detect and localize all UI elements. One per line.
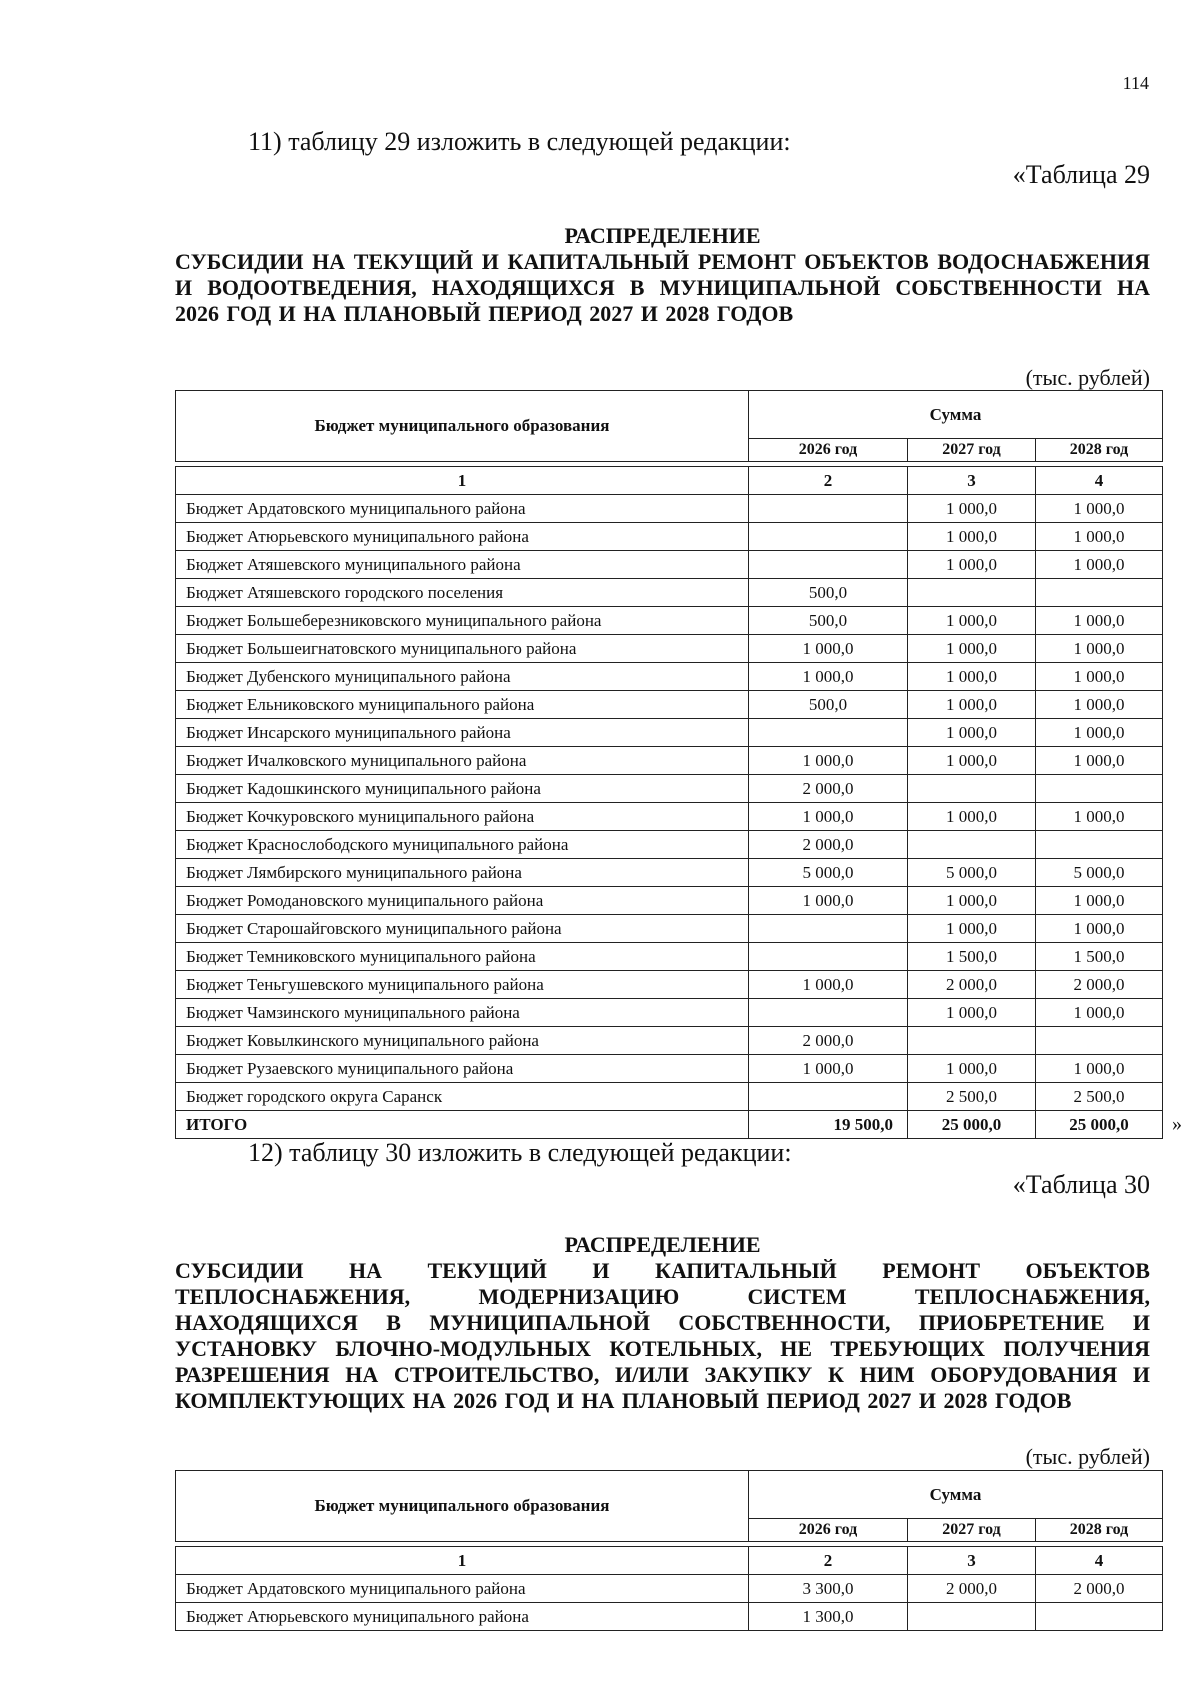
amount-cell: 1 000,0 — [908, 495, 1036, 523]
total-2027: 25 000,0 — [908, 1111, 1036, 1139]
amount-cell: 1 000,0 — [908, 607, 1036, 635]
table-row — [176, 1055, 1163, 1083]
amount-cell: 1 000,0 — [908, 523, 1036, 551]
amount-cell: 1 000,0 — [908, 999, 1036, 1027]
amount-cell: 1 000,0 — [749, 663, 908, 691]
table-row — [176, 831, 1163, 859]
amount-cell: 1 000,0 — [908, 691, 1036, 719]
column-header-year: 2028 год — [1036, 439, 1163, 462]
amount-cell: 2 000,0 — [749, 1027, 908, 1055]
amount-cell: 5 000,0 — [749, 859, 908, 887]
amount-cell: 1 000,0 — [1036, 663, 1163, 691]
amount-cell — [749, 495, 908, 523]
column-header-year: 2027 год — [908, 439, 1036, 462]
table-row — [176, 803, 1163, 831]
heading-body: СУБСИДИИ НА ТЕКУЩИЙ И КАПИТАЛЬНЫЙ РЕМОНТ ОБЪЕКТОВ ВОДОСНАБЖЕНИЯ И ВОДООТВЕДЕНИЯ, НАХОДЯЩИХСЯ В МУНИЦИПАЛЬНОЙ СОБСТВЕННОСТИ НА 2026 ГОД И НА ПЛАНОВЫЙ ПЕРИОД 2027 И 2028 ГОДОВ — [175, 249, 1150, 326]
amount-cell: 1 000,0 — [1036, 887, 1163, 915]
amount-cell — [749, 719, 908, 747]
amount-cell: 1 000,0 — [1036, 495, 1163, 523]
amount-cell: 500,0 — [749, 691, 908, 719]
table-row — [176, 1083, 1163, 1111]
amount-cell: 1 000,0 — [908, 663, 1036, 691]
budget-name-cell: Бюджет Ельниковского муниципального района — [176, 691, 749, 719]
budget-name-cell: Бюджет городского округа Саранск — [176, 1083, 749, 1111]
budget-name-cell: Бюджет Темниковского муниципального района — [176, 943, 749, 971]
amount-cell: 1 500,0 — [908, 943, 1036, 971]
column-header-year: 2027 год — [908, 1519, 1036, 1542]
amount-cell: 2 000,0 — [1036, 971, 1163, 999]
amount-cell — [908, 775, 1036, 803]
page-number: 114 — [1122, 73, 1149, 93]
budget-name-cell: Бюджет Атюрьевского муниципального района — [176, 523, 749, 551]
column-number: 2 — [749, 1547, 908, 1575]
amount-cell: 500,0 — [749, 607, 908, 635]
amount-cell: 1 000,0 — [908, 915, 1036, 943]
budget-name-cell: Бюджет Ардатовского муниципального района — [176, 495, 749, 523]
table-row — [176, 523, 1163, 551]
table-29-body — [176, 495, 1163, 1111]
amount-cell: 1 000,0 — [1036, 523, 1163, 551]
amount-cell: 1 000,0 — [908, 635, 1036, 663]
budget-name-cell: Бюджет Кочкуровского муниципального района — [176, 803, 749, 831]
amount-cell: 1 000,0 — [1036, 551, 1163, 579]
table-row — [176, 691, 1163, 719]
amount-cell — [908, 1027, 1036, 1055]
amount-cell: 500,0 — [749, 579, 908, 607]
budget-name-cell: Бюджет Лямбирского муниципального района — [176, 859, 749, 887]
amount-cell: 1 000,0 — [1036, 607, 1163, 635]
total-2026: 19 500,0 — [749, 1111, 908, 1139]
amount-cell: 1 000,0 — [749, 803, 908, 831]
budget-name-cell: Бюджет Атюрьевского муниципального района — [176, 1603, 749, 1631]
table-row — [176, 999, 1163, 1027]
table-caption-30: «Таблица 30 — [1012, 1170, 1150, 1199]
table-row — [176, 1603, 1163, 1631]
amount-cell: 1 000,0 — [1036, 803, 1163, 831]
amount-cell — [908, 579, 1036, 607]
table-30-body — [176, 1575, 1163, 1631]
table-row — [176, 635, 1163, 663]
table-row — [176, 943, 1163, 971]
budget-name-cell: Бюджет Чамзинского муниципального района — [176, 999, 749, 1027]
amount-cell: 1 000,0 — [749, 887, 908, 915]
column-header-budget: Бюджет муниципального образования — [176, 391, 749, 462]
amount-cell: 2 000,0 — [908, 1575, 1036, 1603]
heading-title: РАСПРЕДЕЛЕНИЕ — [564, 1232, 761, 1257]
amount-cell: 1 000,0 — [1036, 915, 1163, 943]
amount-cell: 1 000,0 — [1036, 999, 1163, 1027]
amount-cell: 1 000,0 — [908, 1055, 1036, 1083]
amount-cell — [749, 943, 908, 971]
amount-cell — [749, 1083, 908, 1111]
amount-cell — [1036, 831, 1163, 859]
table-row — [176, 551, 1163, 579]
table-row — [176, 495, 1163, 523]
amount-cell: 3 300,0 — [749, 1575, 908, 1603]
amount-cell: 2 000,0 — [1036, 1575, 1163, 1603]
column-number: 1 — [176, 1547, 749, 1575]
amount-cell: 1 000,0 — [749, 1055, 908, 1083]
budget-name-cell: Бюджет Ичалковского муниципального района — [176, 747, 749, 775]
closing-quote: » — [1172, 1113, 1182, 1135]
amount-cell: 1 000,0 — [749, 635, 908, 663]
total-label: ИТОГО — [176, 1111, 749, 1139]
amount-cell — [1036, 1603, 1163, 1631]
budget-name-cell: Бюджет Большеигнатовского муниципального района — [176, 635, 749, 663]
table-caption-29: «Таблица 29 — [1012, 160, 1150, 189]
amount-cell: 1 500,0 — [1036, 943, 1163, 971]
budget-name-cell: Бюджет Ковылкинского муниципального района — [176, 1027, 749, 1055]
column-header-sum: Сумма — [749, 1471, 1163, 1519]
table-row — [176, 1027, 1163, 1055]
budget-name-cell: Бюджет Кадошкинского муниципального района — [176, 775, 749, 803]
column-header-budget: Бюджет муниципального образования — [176, 1471, 749, 1542]
budget-name-cell: Бюджет Ромодановского муниципального района — [176, 887, 749, 915]
amount-cell: 2 500,0 — [1036, 1083, 1163, 1111]
column-header-year: 2026 год — [749, 1519, 908, 1542]
column-header-year: 2026 год — [749, 439, 908, 462]
table-row — [176, 887, 1163, 915]
table-30 — [175, 1470, 1163, 1631]
table-row — [176, 775, 1163, 803]
amount-cell: 1 000,0 — [1036, 635, 1163, 663]
amount-cell — [749, 523, 908, 551]
heading-body: СУБСИДИИ НА ТЕКУЩИЙ И КАПИТАЛЬНЫЙ РЕМОНТ ОБЪЕКТОВ ТЕПЛОСНАБЖЕНИЯ, МОДЕРНИЗАЦИЮ СИСТЕМ ТЕПЛОСНАБЖЕНИЯ, НАХОДЯЩИХСЯ В МУНИЦИПАЛЬНОЙ СОБСТВЕННОСТИ, ПРИОБРЕТЕНИЕ И УСТАНОВКУ БЛОЧНО-МОДУЛЬНЫХ КОТЕЛЬНЫХ, НЕ ТРЕБУЮЩИХ ПОЛУЧЕНИЯ РАЗРЕШЕНИЯ НА СТРОИТЕЛЬСТВО, И/ИЛИ ЗАКУПКУ К НИМ ОБОРУДОВАНИЯ И КОМПЛЕКТУЮЩИХ НА 2026 ГОД И НА ПЛАНОВЫЙ ПЕРИОД 2027 И 2028 ГОДОВ — [175, 1258, 1150, 1413]
units-label: (тыс. рублей) — [1025, 365, 1150, 390]
amount-cell — [908, 1603, 1036, 1631]
amount-cell: 1 000,0 — [1036, 691, 1163, 719]
heading-title: РАСПРЕДЕЛЕНИЕ — [564, 223, 761, 248]
instruction-12: 12) таблицу 30 изложить в следующей редакции: — [248, 1138, 792, 1167]
total-2028: 25 000,0 — [1036, 1111, 1163, 1139]
budget-name-cell: Бюджет Краснослободского муниципального района — [176, 831, 749, 859]
amount-cell: 2 500,0 — [908, 1083, 1036, 1111]
column-number: 1 — [176, 467, 749, 495]
table-row — [176, 663, 1163, 691]
column-number: 2 — [749, 467, 908, 495]
amount-cell: 1 000,0 — [908, 803, 1036, 831]
budget-name-cell: Бюджет Теньгушевского муниципального района — [176, 971, 749, 999]
heading-30 — [175, 1232, 1150, 1414]
amount-cell: 1 000,0 — [749, 971, 908, 999]
amount-cell: 1 000,0 — [749, 747, 908, 775]
amount-cell: 2 000,0 — [749, 831, 908, 859]
amount-cell: 5 000,0 — [1036, 859, 1163, 887]
table-row — [176, 1575, 1163, 1603]
table-row — [176, 859, 1163, 887]
amount-cell: 1 000,0 — [1036, 747, 1163, 775]
amount-cell — [749, 551, 908, 579]
table-row — [176, 915, 1163, 943]
budget-name-cell: Бюджет Дубенского муниципального района — [176, 663, 749, 691]
units-label: (тыс. рублей) — [1025, 1444, 1150, 1469]
budget-name-cell: Бюджет Ардатовского муниципального района — [176, 1575, 749, 1603]
heading-29 — [175, 223, 1150, 327]
budget-name-cell: Бюджет Атяшевского городского поселения — [176, 579, 749, 607]
amount-cell — [1036, 1027, 1163, 1055]
amount-cell: 2 000,0 — [908, 971, 1036, 999]
amount-cell — [908, 831, 1036, 859]
amount-cell: 2 000,0 — [749, 775, 908, 803]
column-number: 3 — [908, 1547, 1036, 1575]
table-row — [176, 747, 1163, 775]
amount-cell: 1 000,0 — [908, 887, 1036, 915]
budget-name-cell: Бюджет Атяшевского муниципального района — [176, 551, 749, 579]
amount-cell: 1 000,0 — [908, 747, 1036, 775]
amount-cell: 1 000,0 — [908, 551, 1036, 579]
budget-name-cell: Бюджет Старошайговского муниципального района — [176, 915, 749, 943]
amount-cell — [749, 915, 908, 943]
table-29 — [175, 390, 1163, 1139]
amount-cell — [1036, 579, 1163, 607]
table-row — [176, 719, 1163, 747]
amount-cell: 1 300,0 — [749, 1603, 908, 1631]
total-row — [176, 1111, 1163, 1139]
budget-name-cell: Бюджет Инсарского муниципального района — [176, 719, 749, 747]
amount-cell: 1 000,0 — [908, 719, 1036, 747]
budget-name-cell: Бюджет Большеберезниковского муниципального района — [176, 607, 749, 635]
column-number: 4 — [1036, 467, 1163, 495]
budget-name-cell: Бюджет Рузаевского муниципального района — [176, 1055, 749, 1083]
amount-cell — [749, 999, 908, 1027]
amount-cell — [1036, 775, 1163, 803]
amount-cell: 1 000,0 — [1036, 719, 1163, 747]
column-number: 4 — [1036, 1547, 1163, 1575]
column-number: 3 — [908, 467, 1036, 495]
table-row — [176, 607, 1163, 635]
amount-cell: 5 000,0 — [908, 859, 1036, 887]
amount-cell: 1 000,0 — [1036, 1055, 1163, 1083]
instruction-11: 11) таблицу 29 изложить в следующей редакции: — [248, 127, 791, 156]
column-header-year: 2028 год — [1036, 1519, 1163, 1542]
table-row — [176, 579, 1163, 607]
column-header-sum: Сумма — [749, 391, 1163, 439]
table-row — [176, 971, 1163, 999]
